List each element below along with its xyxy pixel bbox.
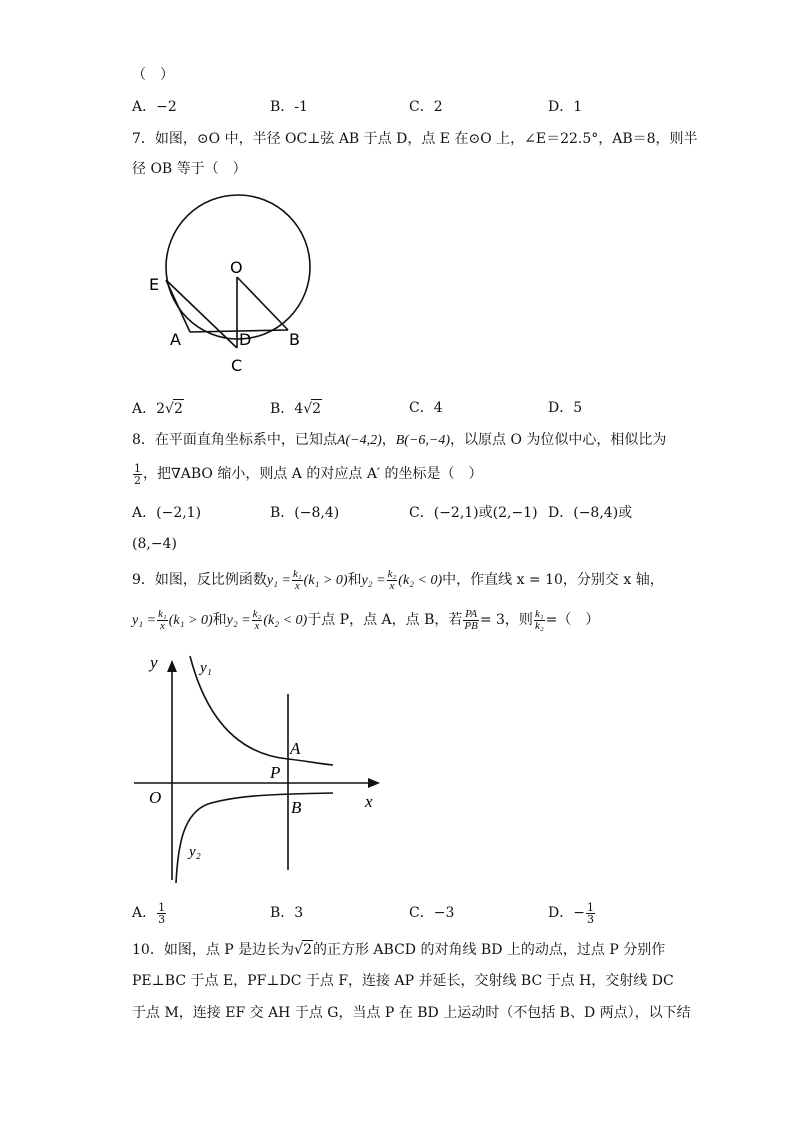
- label-c: C: [231, 356, 243, 375]
- q9-option-d: D．− $\frac{1}{3}$: [548, 900, 594, 926]
- label-x: x: [365, 792, 373, 811]
- q8-option-c: C．(−2,1)或(2,−1): [409, 505, 538, 521]
- q9-k1-over-x: $\frac{\text{k₁}}{x}$: [292, 567, 302, 592]
- q9-stem-line1: 9．如图，反比例函数y₁ = $\frac{\text{k₁}}{x}$ (k₁ > 0)和y₂ = $\frac{\text{k₂}}{x}$ (k₂ < 0)中，作直线 x = 10，分别交 x 轴，: [132, 567, 664, 592]
- radius-ob: [237, 277, 288, 330]
- label-y2: y₂: [189, 844, 201, 860]
- label-y1: y₁: [200, 660, 212, 676]
- q9-pa-over-pb: $\frac{PA}{PB}$: [464, 607, 478, 632]
- label-o: O: [149, 788, 162, 807]
- q8-stem-line1: 8．在平面直角坐标系中，已知点A(−4,2)，B(−6,−4)，以原点 O 为位似中心，相似比为: [132, 432, 667, 448]
- q7-stem-line2: 径 OB 等于（ ）: [132, 161, 247, 177]
- q9-option-a: A． $\frac{1}{3}$: [132, 900, 166, 926]
- q9-stem-line2: y₁ = $\frac{\text{k₁}}{x}$ (k₁ > 0)和y₂ = $\frac{\text{k₂}}{x}$ (k₂ < 0)于点 P，点 A，点 B，若 $\frac{PA}{PB}$ = 3，则 $\frac{\text{k₁}}{\text{k₂}}$ =（ ）: [132, 607, 600, 632]
- q9-k2-over-x-2: $\frac{\text{k₂}}{x}$: [252, 607, 262, 632]
- q8-ratio-fraction: $\frac{1}{2}$: [134, 461, 141, 487]
- q7-stem-line1: 7．如图，⊙O 中，半径 OC⊥弦 AB 于点 D，点 E 在⊙O 上，∠E＝22.5°，AB＝8，则半: [132, 131, 698, 147]
- q6-answer-paren: （ ）: [132, 67, 174, 83]
- label-a: A: [290, 739, 301, 758]
- label-e: E: [149, 275, 160, 294]
- q6-option-b: B．-1: [270, 99, 308, 115]
- q10-stem-line2: PE⊥BC 于点 E，PF⊥DC 于点 F，连接 AP 并延长，交射线 BC 于点 H，交射线 DC: [132, 973, 674, 989]
- q9-k1-over-k2: $\frac{\text{k₁}}{\text{k₂}}$: [534, 607, 544, 632]
- q8-option-d: D．(−8,4)或: [548, 505, 633, 521]
- q7-option-c: C．4: [409, 400, 443, 416]
- label-p: P: [270, 763, 281, 782]
- q7-option-a: A．2√2: [132, 401, 183, 417]
- q6-option-a: A．−2: [132, 99, 177, 115]
- segment-ea: [166, 280, 190, 332]
- q9-option-c: C．−3: [409, 905, 455, 921]
- label-b: B: [291, 798, 302, 817]
- q7-option-b: B．4√2: [270, 401, 322, 417]
- q7-circle-figure: [140, 184, 340, 380]
- label-o: O: [230, 258, 243, 277]
- q9-option-b: B．3: [270, 905, 304, 921]
- label-b: B: [289, 330, 300, 349]
- label-d: D: [239, 330, 252, 349]
- label-a: A: [170, 330, 181, 349]
- q9-k2-over-x: $\frac{\text{k₂}}{x}$: [387, 567, 397, 592]
- y-axis-arrow-icon: [167, 660, 177, 672]
- q9-k1-over-x-2: $\frac{\text{k₁}}{x}$: [158, 607, 167, 632]
- q9-graph-figure: [128, 648, 388, 888]
- label-y: y: [150, 653, 158, 672]
- q9-option-d-fraction: $\frac{1}{3}$: [586, 900, 594, 926]
- q8-stem-line2: $\frac{1}{2}$ ，把∇ABO 缩小，则点 A 的对应点 A′ 的坐标是（ ）: [134, 461, 483, 487]
- q8-option-a: A．(−2,1): [132, 505, 202, 521]
- x-axis-arrow-icon: [368, 778, 380, 788]
- q6-option-c: C．2: [409, 99, 443, 115]
- q9-option-a-fraction: $\frac{1}{3}$: [158, 900, 166, 926]
- q8-option-d-continued: (8,−4): [132, 536, 177, 552]
- curve-y2: [176, 793, 333, 883]
- q8-option-b: B．(−8,4): [270, 505, 340, 521]
- q10-stem-line1: 10．如图，点 P 是边长为√2的正方形 ABCD 的对角线 BD 上的动点，过点 P 分别作: [132, 942, 666, 958]
- q7-option-d: D．5: [548, 400, 583, 416]
- q10-stem-line3: 于点 M，连接 EF 交 AH 于点 G，当点 P 在 BD 上运动时（不包括 B、D 两点），以下结: [132, 1005, 691, 1021]
- q6-option-d: D．1: [548, 99, 583, 115]
